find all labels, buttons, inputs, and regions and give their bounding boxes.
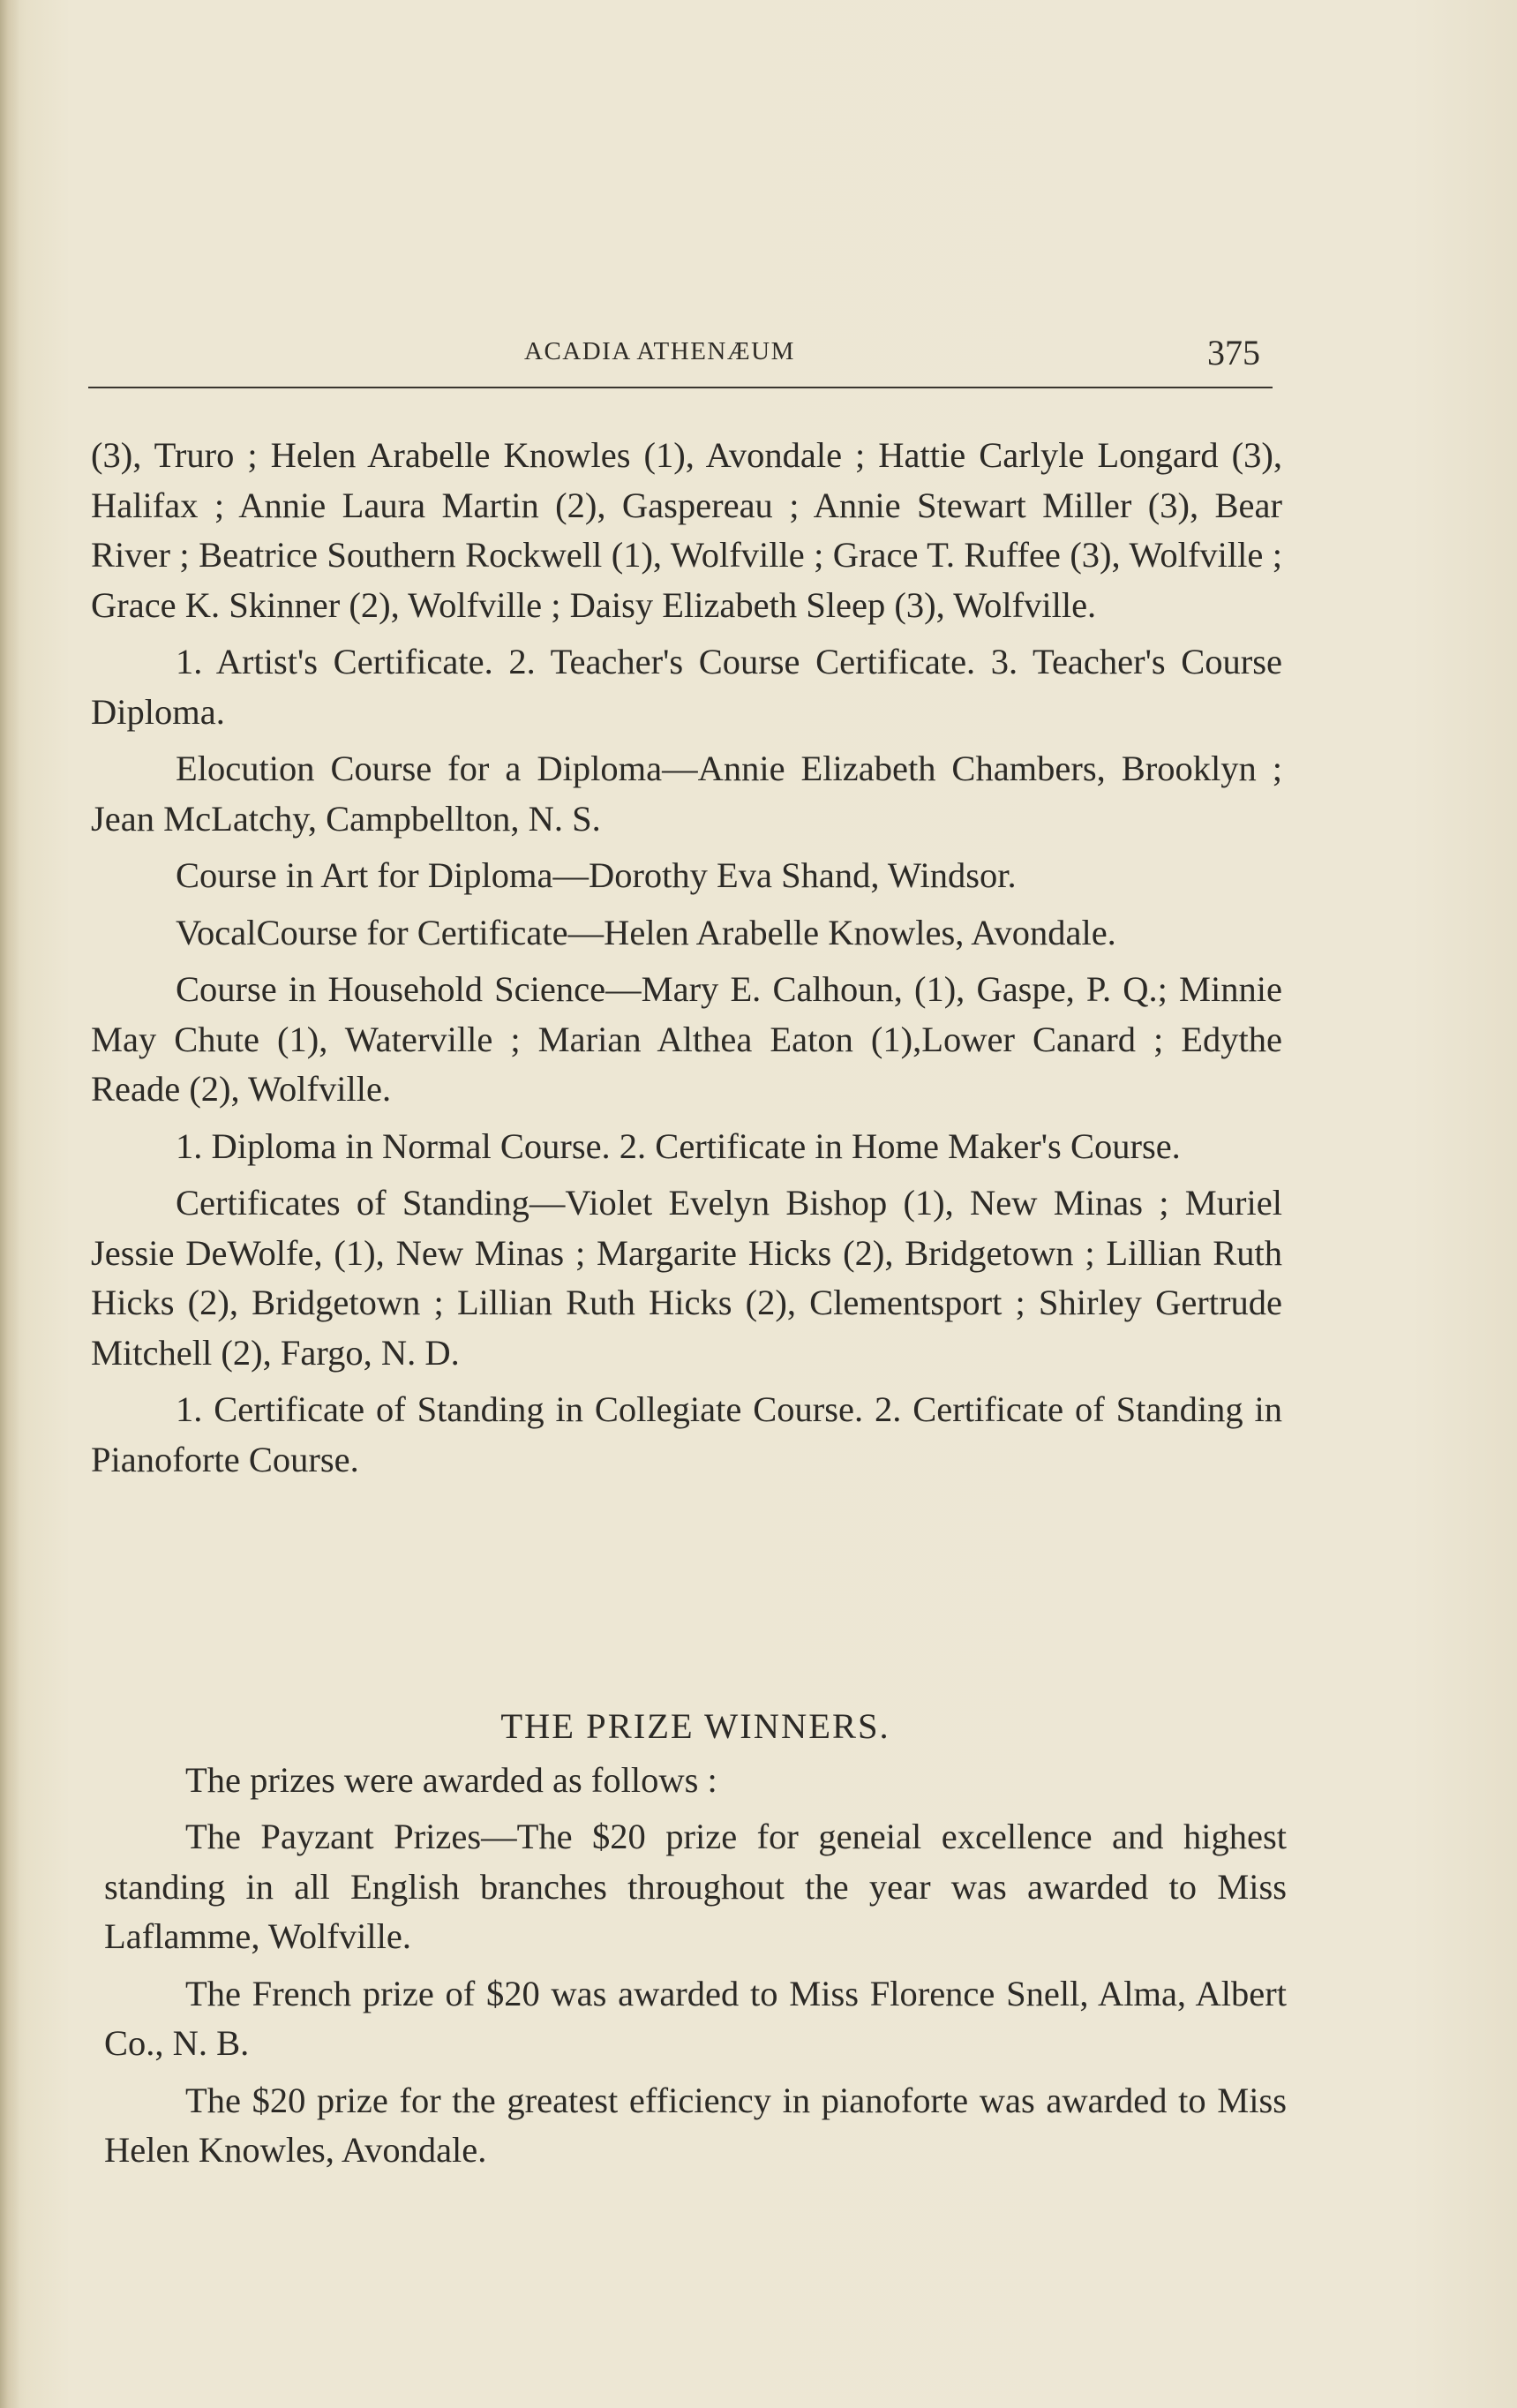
paragraph-pianoforte-prize: The $20 prize for the greatest efficiency in pianoforte was awarded to Miss Helen Knowles, Avondale. bbox=[104, 2080, 1287, 2170]
section-heading: THE PRIZE WINNERS. bbox=[500, 1706, 890, 1746]
header-rule bbox=[88, 387, 1273, 388]
journal-title: ACADIA ATHENÆUM bbox=[524, 337, 795, 365]
graduates-list bbox=[91, 431, 1282, 1492]
paragraph-french-prize: The French prize of $20 was awarded to Miss Florence Snell, Alma, Albert Co., N. B. bbox=[104, 1973, 1287, 2063]
paragraph-normal-key: 1. Diploma in Normal Course. 2. Certificate in Home Maker's Course. bbox=[176, 1125, 1181, 1166]
paragraph-art: Course in Art for Diploma—Dorothy Eva Shand, Windsor. bbox=[176, 855, 1017, 895]
paragraph-household-science: Course in Household Science—Mary E. Calhoun, (1), Gaspe, P. Q.; Minnie May Chute (1), Waterville ; Marian Althea Eaton (1),Lower Canard ; Edythe Reade (2), Wolfville. bbox=[91, 969, 1282, 1109]
paragraph-standing-key: 1. Certificate of Standing in Collegiate Course. 2. Certificate of Standing in Pianoforte Course. bbox=[91, 1389, 1282, 1479]
paragraph-certificates-standing: Certificates of Standing—Violet Evelyn Bishop (1), New Minas ; Muriel Jessie DeWolfe, (1), New Minas ; Margarite Hicks (2), Bridgetown ; Lillian Ruth Hicks (2), Bridgetown ; Lillian Ruth Hicks (2), Clementsport ; Shirley Gertrude Mitchell (2), Fargo, N. D. bbox=[91, 1183, 1282, 1373]
paragraph-vocal: VocalCourse for Certificate—Helen Arabelle Knowles, Avondale. bbox=[176, 912, 1116, 952]
page-number: 375 bbox=[1207, 333, 1260, 372]
paragraph-graduates-continued: (3), Truro ; Helen Arabelle Knowles (1), Avondale ; Hattie Carlyle Longard (3), Halifax ; Annie Laura Martin (2), Gaspereau ; Annie Stewart Miller (3), Bear River ; Beatrice Southern Rockwell (1), Wolfville ; Grace T. Ruffee (3), Wolfville ; Grace K. Skinner (2), Wolfville ; Daisy Elizabeth Sleep (3), Wolfville. bbox=[91, 435, 1282, 625]
paragraph-prizes-intro: The prizes were awarded as follows : bbox=[185, 1759, 717, 1800]
running-head bbox=[88, 328, 1271, 390]
binding-shadow bbox=[0, 0, 19, 2408]
prize-winners-section bbox=[104, 1702, 1287, 2183]
paragraph-elocution: Elocution Course for a Diploma—Annie Elizabeth Chambers, Brooklyn ; Jean McLatchy, Campbellton, N. S. bbox=[91, 749, 1282, 839]
paragraph-payzant-prize: The Payzant Prizes—The $20 prize for geneial excellence and highest standing in all English branches throughout the year was awarded to Miss Laflamme, Wolfville. bbox=[104, 1817, 1287, 1956]
paragraph-footnote-key: 1. Artist's Certificate. 2. Teacher's Course Certificate. 3. Teacher's Course Diploma. bbox=[91, 642, 1282, 732]
